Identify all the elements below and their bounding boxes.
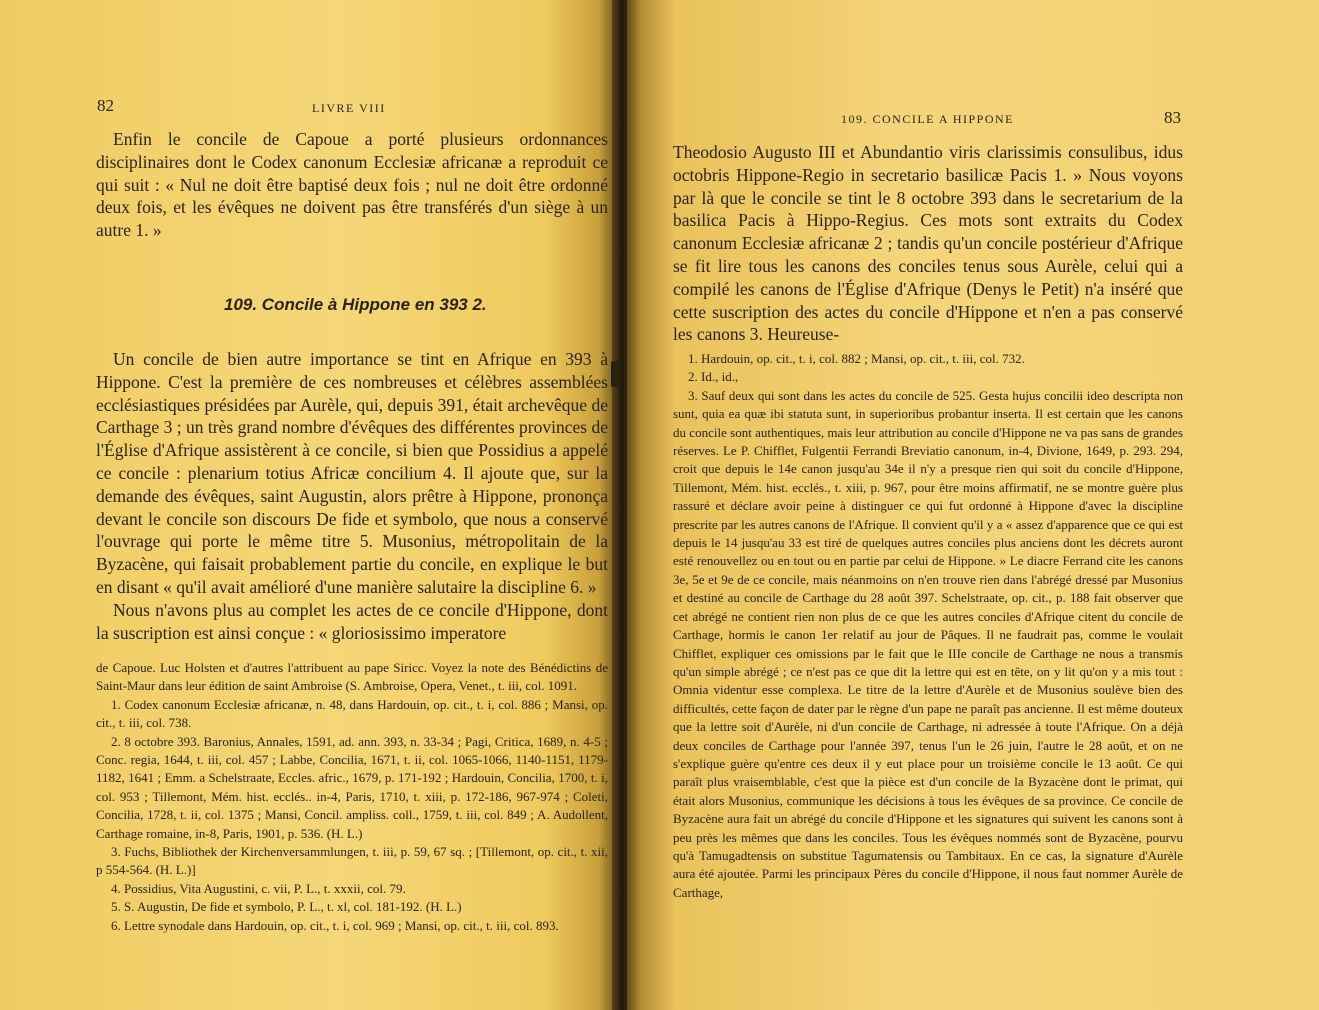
intro-block	[96, 128, 608, 242]
running-head: 109. CONCILE A HIPPONE	[841, 112, 1015, 126]
footnote: 3. Fuchs, Bibliothek der Kirchenversammlungen, t. iii, p. 59, 67 sq. ; [Tillemont, op. cit., t. xii, p 554-564. (H. L.)]	[96, 844, 608, 878]
footnote: 4. Possidius, Vita Augustini, c. vii, P. L., t. xxxii, col. 79.	[111, 880, 406, 896]
body-paragraph: Theodosio Augusto III et Abundantio viris clarissimis consulibus, idus octobris Hippone-Regio in secretario basilicæ Pacis 1. » Nous voyons par là que le concile se tint le 8 octobre 393 dans le secretarium de la basilica Pacis à Hippo-Regius. Ces mots sont extraits du Codex canonum Ecclesiæ africanæ 2 ; tandis qu'un concile postérieur d'Afrique se fit lire tous les canons des conciles tenus sous Aurèle, celui qui a compilé les canons de l'Église d'Afrique (Denys le Petit) n'a inséré que cette suscription des actes du concile d'Hippone et n'en a pas conservé les canons 3. Heureuse-	[673, 142, 1183, 345]
main-body	[96, 348, 608, 644]
running-head: LIVRE VIII	[312, 101, 386, 115]
footnotes	[96, 659, 608, 935]
fold-mark	[611, 361, 621, 387]
body-paragraph: Un concile de bien autre importance se tint en Afrique en 393 à Hippone. C'est la première de ces nombreuses et célèbres assemblées ecclésiastiques présidées par Aurèle, qui, depuis 391, était archevêque de Carthage 3 ; un très grand nombre d'évêques des différentes provinces de l'Église d'Afrique assistèrent à ce concile, si bien que Possidius a appelé ce concile : plenarium totius Africæ concilium 4. Il ajoute que, sur la demande des évêques, saint Augustin, alors prêtre à Hippone, prononça devant le concile son discours De fide et symbolo, que nous a conservé l'ouvrage qui porte le même titre 5. Musonius, métropolitain de la Byzacène, qui faisait probablement partie du concile, en explique le but en disant « qu'il avait amélioré d'une manière salutaire la discipline 6. »	[96, 349, 608, 597]
footnote: 5. S. Augustin, De fide et symbolo, P. L., t. xl, col. 181-192. (H. L.)	[111, 899, 462, 915]
body-paragraph: Nous n'avons plus au complet les actes de ce concile d'Hippone, dont la suscription est ainsi conçue : « gloriosissimo imperatore	[96, 599, 608, 643]
main-body	[673, 141, 1183, 346]
footnote: 2. 8 octobre 393. Baronius, Annales, 1591, ad. ann. 393, n. 33-34 ; Pagi, Critica, 1689, n. 4-5 ; Conc. regia, 1644, t. iii, col. 457 ; Labbe, Concilia, 1671, t. ii, col. 1065-1066, 1140-1151, 1179-1182, 1641 ; Emm. a Schelstraate, Eccles. afric., 1679, p. 171-192 ; Hardouin, Concilia, 1700, t. i, col. 953 ; Tillemont, Mém. hist. ecclés.. in-4, Paris, 1710, t. xiii, p. 172-186, 967-974 ; Coleti, Concilia, 1728, t. ii, col. 1375 ; Mansi, Concil. ampliss. coll., 1759, t. iii, col. 849 ; A. Audollent, Carthage romaine, in-8, Paris, 1901, p. 536. (H. L.)	[96, 733, 608, 841]
footnote: 1. Hardouin, op. cit., t. i, col. 882 ; Mansi, op. cit., t. iii, col. 732.	[688, 351, 1025, 366]
footnote: 1. Codex canonum Ecclesiæ africanæ, n. 48, dans Hardouin, op. cit., t. i, col. 886 ; Mansi, op. cit., t. iii, col. 738.	[96, 696, 608, 731]
left-page	[0, 0, 617, 1010]
footnote-continuation: de Capoue. Luc Holsten et d'autres l'attribuent au pape Siricc. Voyez la note des Bénédictins de Saint-Maur dans leur édition de saint Ambroise (S. Ambroise, Opera, Venet., t. iii, col. 1091.	[96, 660, 608, 694]
right-page	[627, 0, 1319, 1010]
footnote: 3. Sauf deux qui sont dans les actes du concile de 525. Gesta hujus concilii ideo descripta non sunt, quia ea quæ ibi statuta sunt, in superioribus probantur inserta. Il est certain que les canons du concile sont authentiques, mais leur attribution au concile d'Hippone ne va pas sans de grandes réserves. Le P. Chifflet, Fulgentii Ferrandi Breviatio canonum, in-4, Divione, 1649, p. 293. 294, croit que depuis le 14e canon jusqu'au 34e il n'y a presque rien qui soit du concile d'Hippone, Tillemont, Mém. hist. ecclés., t. xiii, p. 967, pour être moins affirmatif, ne se montre guère plus rassuré et déclare avoir peine à distinguer ce qui fut ordonné à Hippone d'avec la discipline prescrite par les autres canons de l'Afrique. Il convient qu'il y a « assez d'apparence que ce qui est depuis le 14 jusqu'au 33 est tiré de quelques autres conciles plus anciens dont les décrets auront esté renouvellez ou en tout ou en partie par celui de Hippone. » Le diacre Ferrand cite les canons 3e, 5e et 9e de ce concile, mais néanmoins on n'en trouve rien dans l'abrégé dressé par Musonius et destiné au concile de Carthage du 28 août 397. Schelstraate, op. cit., p. 188 fait observer que cet abrégé ne contient rien non plus de ce que les autres conciles d'Afrique citent du concile de Carthage, hormis le canon 1er relatif au jour de Pâques. Il ne faudrait pas, comme le voulait Chifflet, expliquer ces omissions par le fait que le IIIe concile de Carthage ne nous a transmis qu'un simple abrégé ; ce n'est pas ce que dit la lettre qui est en tête, on y lit qu'on y a mis tout : Omnia videntur esse complexa. Le titre de la lettre d'Aurèle et de Musonius soulève bien des difficultés, cette façon de dater par le règne d'un pape ne paraît pas ancienne. Il est même douteux que la lettre soit d'Aurèle, ni d'un concile de Carthage, ni adressée à toute l'Afrique. On a déjà deux conciles de Carthage pour l'année 397, tenus l'un le 26 juin, l'autre le 28 août, et on ne s'explique guère qu'entre ces deux il y eut place pour un troisième concile le 13 août. Ce qui paraît plus vraisemblable, c'est que la pièce est d'un concile de la Byzacène dont le primat, qui était alors Musonius, communique les décisions à tous les évêques de sa province. Ce concile de Byzacène aura fait un abrégé du concile d'Hippone et les signatures qui suivent les canons sont à peu près les mêmes que dans les conciles. Tous les évêques nommés sont de Byzacène, pourvu qu'à Tamugadtensis on substitue Tagumatensis ou Tambitaux. En ce cas, la signature d'Aurèle aura été ajoutée. Parmi les principaux Pères du concile d'Hippone, il nous faut nommer Aurèle de Carthage,	[673, 387, 1183, 900]
footnotes	[673, 350, 1183, 902]
page-number: 83	[1164, 108, 1181, 127]
footnote: 6. Lettre synodale dans Hardouin, op. cit., t. i, col. 969 ; Mansi, op. cit., t. iii, col. 893.	[111, 917, 559, 933]
footnote: 2. Id., id.,	[688, 369, 739, 385]
section-heading: 109. Concile à Hippone en 393 2.	[224, 295, 487, 314]
page-number: 82	[97, 96, 114, 115]
intro-paragraph: Enfin le concile de Capoue a porté plusieurs ordonnances disciplinaires dont le Codex canonum Ecclesiæ africanæ a reproduit ce qui suit : « Nul ne doit être baptisé deux fois ; nul ne doit être ordonné deux fois, et les évêques ne doivent pas être transférés d'un siège à un autre 1. »	[96, 129, 608, 241]
